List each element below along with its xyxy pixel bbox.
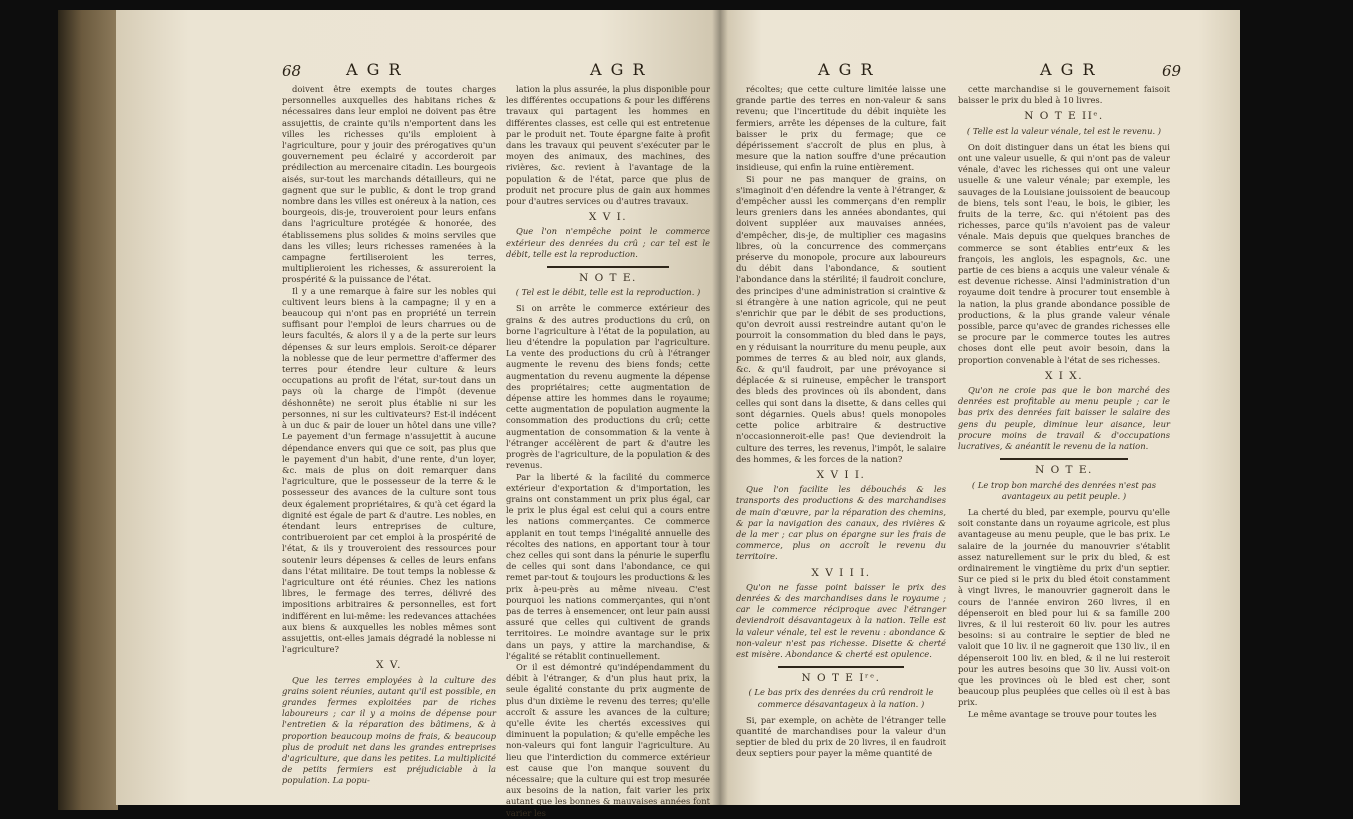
left-page-column-1 xyxy=(282,84,496,786)
paragraph: Si, par exemple, on achète de l'étranger telle quantité de marchandises pour la valeur d'un septier de bled du prix de 20 livres, il en faudroit deux septiers pour payer la même quantité de xyxy=(736,714,946,759)
left-page-number: 68 xyxy=(282,62,302,80)
right-page-column-1 xyxy=(736,84,946,759)
paragraph: Si on arrête le commerce extérieur des grains & des autres productions du crû, on borne l'agriculture à l'état de la population, au lieu d'étendre la population par l'agriculture. La vente des productions du crû à l'étranger augmente le revenu des biens fonds; cette augmentation du revenu augmente la dépense des propriétaires; cette augmentation de dépense attire les hommes dans le royaume; cette augmentation de population augmente la consommation des productions du crû; cette augmentation de consommation & la vente à l'étranger accélèrent de part & d'autre les progrès de l'agriculture, de la population & des revenus. xyxy=(506,303,710,471)
left-running-head-right: A G R xyxy=(590,60,647,79)
paragraph: cette marchandise si le gouvernement faisoit baisser le prix du bled à 10 livres. xyxy=(958,84,1170,106)
maxim-text: Que les terres employées à la culture des grains soient réunies, autant qu'il est possible, en grandes fermes exploitées par de riches laboureurs ; car il y a moins de dépense pour l'entretien & la réparation des bâtimens, & à proportion beaucoup moins de frais, & beaucoup plus de produit net dans les grandes entreprises d'agriculture, que dans les petites. La multiplicité de petits fermiers est préjudiciable à la population. La popu- xyxy=(282,674,496,786)
maxim-text: Que l'on n'empêche point le commerce extérieur des denrées du crû ; car tel est le débit, telle est la reproduction. xyxy=(506,226,710,259)
paragraph: Or il est démontré qu'indépendamment du débit à l'étranger, & d'un plus haut prix, la seule égalité constante du prix augmente de plus d'un dixième le revenu des terres; qu'elle accroît & assure les avances de la culture; qu'elle évite les chertés excessives qui diminuent la population; & qu'elle empêche les non-valeurs qui font languir l'agriculture. Au lieu que l'interdiction du commerce extérieur est cause que l'on manque souvent du nécessaire; que la culture qui est trop mesurée aux besoins de la nation, fait varier les prix autant que les bonnes & mauvaises années font varier les xyxy=(506,661,710,818)
right-running-head-right: A G R xyxy=(1040,60,1097,79)
section-title: N O T E IIᵉ. xyxy=(1024,110,1104,123)
left-page-column-2 xyxy=(506,84,710,818)
maxim-text: Qu'on ne fasse point baisser le prix des denrées & des marchandises dans le royaume ; car le commerce réciproque avec l'étranger deviendroit désavantageux à la nation. Telle est la valeur vénale, tel est le revenu : abondance & non-valeur n'est pas richesse. Disette & cherté est misère. Abondance & cherté est opulence. xyxy=(736,581,946,659)
section-title: N O T E Iʳᵉ. xyxy=(801,672,881,685)
section-title: X V I I I. xyxy=(811,566,871,579)
paragraph: Le même avantage se trouve pour toutes les xyxy=(968,708,1157,719)
paragraph: Par la liberté & la facilité du commerce extérieur d'exportation & d'importation, les grains ont constamment un prix plus égal, car le prix le plus égal est celui qui a cours entre les nations commerçantes. Ce commerce applanit en tout temps l'inégalité annuelle des récoltes des nations, en apportant tour à tour chez celles qui sont dans la pénurie le superflu de celles qui sont dans l'abondance, ce qui remet par-tout & toujours les productions & les prix à-peu-près au même niveau. C'est pourquoi les nations commerçantes, qui n'ont pas de terres à ensemencer, ont leur pain aussi assuré que celles qui cultivent de grands territoires. Le moindre avantage sur le prix dans un pays, y attire la marchandise, & l'égalité se rétablit continuellement. xyxy=(506,471,710,661)
book-edge xyxy=(58,10,118,810)
maxim-text: Que l'on facilite les débouchés & les transports des productions & des marchandises de main d'œuvre, par la réparation des chemins, & par la navigation des canaux, des rivières & de la mer ; car plus on épargne sur les frais de commerce, plus on accroît le revenu du territoire. xyxy=(736,484,946,562)
section-rule xyxy=(778,666,904,668)
right-running-head-left: A G R xyxy=(818,60,875,79)
paragraph: récoltes; que cette culture limitée laisse une grande partie des terres en non-valeur & sans revenu; que l'incertitude du débit inquiète les fermiers, arrête les dépenses de la culture, fait baisser le prix du fermage; que ce dépérissement s'accroît de plus en plus, à mesure que la nation souffre d'une précaution insidieuse, qui enfin la ruine entièrement. xyxy=(736,84,946,173)
note-caption: ( Le trop bon marché des denrées n'est pas avantageux au petit peuple. ) xyxy=(971,479,1157,501)
section-title: X V I I. xyxy=(816,468,866,481)
section-title: N O T E. xyxy=(1035,464,1093,477)
note-caption: ( Telle est la valeur vénale, tel est le revenu. ) xyxy=(966,125,1162,136)
section-rule xyxy=(1000,458,1127,460)
paragraph: doivent être exempts de toutes charges personnelles auxquelles des habitans riches & nécessaires dans leur emploi ne doivent pas être assujettis, de crainte qu'ils n'emportent dans les villes les richesses qu'ils emploient à l'agriculture, pour y jouir des prérogatives qu'un gouvernement peu éclairé y accorderoit par prédilection au mercenaire citadin. Les bourgeois aisés, sur-tout les marchands détailleurs, qui ne gagnent que sur le public, & dont le trop grand nombre dans les villes est onéreux à la nation, ces bourgeois, dis-je, trouveroient pour leurs enfans dans l'agriculture protégée & honorée, des établissemens plus solides & moins serviles que dans les villes; leurs richesses ramenées à la campagne fertiliseroient les terres, multiplieroient les richesses, & assureroient la prospérité & la puissance de l'état. xyxy=(282,84,496,285)
note-caption: ( Tel est le débit, telle est la reproduction. ) xyxy=(515,287,701,298)
left-running-head-left: A G R xyxy=(346,60,403,79)
paragraph: On doit distinguer dans un état les biens qui ont une valeur usuelle, & qui n'ont pas de valeur vénale, d'avec les richesses qui ont une valeur usuelle & une valeur vénale; par exemple, les sauvages de la Louisiane jouissoient de beaucoup de biens, tels sont l'eau, le bois, le gibier, les fruits de la terre, &c. qui n'étoient pas des richesses, parce qu'ils n'avoient pas de valeur vénale. Mais depuis que quelques branches de commerce se sont établies entr'eux & les françois, les anglois, les espagnols, &c. une partie de ces biens a acquis une valeur vénale & est devenue richesse. Ainsi l'administration d'un royaume doit tendre à procurer tout ensemble à la nation, la plus grande abondance possible de productions, & la plus grande valeur vénale possible, parce qu'avec de grandes richesses elle se procure par le commerce toutes les autres choses dont elle peut avoir besoin, dans la proportion convenable à l'état de ses richesses. xyxy=(958,141,1170,365)
right-page-number: 69 xyxy=(1162,62,1182,80)
right-page-column-2 xyxy=(958,84,1170,719)
maxim-text: Qu'on ne croie pas que le bon marché des denrées est profitable au menu peuple ; car le bas prix des denrées fait baisser le salaire des gens du peuple, diminue leur aisance, leur procure moins de travail & d'occupations lucratives, & anéantit le revenu de la nation. xyxy=(958,385,1170,452)
section-title: X V. xyxy=(376,659,402,672)
paragraph: Il y a une remarque à faire sur les nobles qui cultivent leurs biens à la campagne; il y en a beaucoup qui n'ont pas en propriété un terrein suffisant pour l'emploi de leurs charrues ou de leurs facultés, & alors il y a de la perte sur leurs dépenses & sur leurs emplois. Seroit-ce déparer la noblesse que de leur permettre d'affermer des terres pour étendre leur culture & leurs occupations au profit de l'état, sur-tout dans un pays où la charge de l'impôt (devenue déshonnête) ne seroit plus établie ni sur les personnes, ni sur les cultivateurs? Est-il indécent à un duc & pair de louer un hôtel dans une ville? Le payement d'un fermage n'assujettit à aucune dépendance envers qui que ce soit, pas plus que le payement d'un habit, d'une rente, d'un loyer, &c. mais de plus on doit remarquer dans l'agriculture, que le possesseur de la terre & le possesseur des avances de la culture sont tous deux également propriétaires, & qu'à cet égard la dignité est égale de part & d'autre. Les nobles, en étendant leurs entreprises de culture, contribueroient par cet emploi à la prospérité de l'état, & ils y trouveroient des ressources pour soutenir leurs dépenses & celles de leurs enfans dans l'état militaire. De tout temps la noblesse & l'agriculture ont été réunies. Chez les nations libres, le fermage des terres, délivré des impositions arbitraires & personnelles, est fort indifférent en lui-même: les redevances attachées aux biens & auxquelles les nobles mêmes sont assujettis, ont-elles jamais dégradé la noblesse ni l'agriculture? xyxy=(282,285,496,655)
paragraph: Si pour ne pas manquer de grains, on s'imaginoit d'en défendre la vente à l'étranger, & d'empêcher aussi les commerçans d'en remplir leurs greniers dans les années abondantes, qui doivent suppléer aux mauvaises années, d'empêcher, dis-je, de multiplier ces magasins libres, où la concurrence des commerçans préserve du monopole, procure aux laboureurs du débit dans l'abondance, & soutient l'abondance dans la stérilité; il faudroit conclure, des principes d'une administration si craintive & si étrangère à une nation agricole, qui ne peut s'enrichir que par le débit de ses productions, qu'on devroit aussi restreindre autant qu'on le pourroit la consommation du bled dans le pays, en y réduisant la nourriture du menu peuple, aux pommes de terres & au bled noir, aux glands, &c. & qu'il faudroit, par une prévoyance si déplacée & si ruineuse, empêcher le transport des bleds des provinces où ils abondent, dans celles qui sont dans la disette, & dans celles qui sont dégarnies. Quels abus! quels monopoles cette police arbitraire & destructive n'occasionneroit-elle pas! Que deviendroit la culture des terres, les revenus, l'impôt, le salaire des hommes, & les forces de la nation? xyxy=(736,173,946,464)
book-gutter xyxy=(712,10,728,805)
section-title: X V I. xyxy=(588,211,628,224)
paragraph: La cherté du bled, par exemple, pourvu qu'elle soit constante dans un royaume agricole, est plus avantageuse au menu peuple, que le bas prix. Le salaire de la journée du manouvrier s'établit assez naturellement sur le prix du bled, & est ordinairement le vingtième du prix d'un septier. Sur ce pied si le prix du bled étoit constamment à vingt livres, le manouvrier gagneroit dans le cours de l'année environ 260 livres, il en dépenseroit en bled pour lui & sa famille 200 livres, & il lui resteroit 60 liv. pour les autres besoins: si au contraire le septier de bled ne valoit que 10 liv. il ne gagneroit que 130 liv., il en dépenseroit 100 liv. en bled, & il ne lui resteroit pour les autres besoins que 30 liv. Aussi voit-on que les provinces où le bled est cher, sont beaucoup plus peuplées que celles où il est à bas prix. xyxy=(958,506,1170,708)
section-title: X I X. xyxy=(1044,369,1084,382)
paragraph: lation la plus assurée, la plus disponible pour les différentes occupations & pour les différens travaux qui partagent les hommes en différentes classes, est celle qui est entretenue par le produit net. Toute épargne faite à profit dans les travaux qui peuvent s'exécuter par le moyen des animaux, des machines, des rivières, &c. revient à l'avantage de la population & de l'état, parce que plus de produit net procure plus de gain aux hommes pour d'autres services ou d'autres travaux. xyxy=(506,84,710,207)
section-title: N O T E. xyxy=(579,272,637,285)
section-rule xyxy=(547,266,669,268)
note-caption: ( Le bas prix des denrées du crû rendroit le commerce désavantageux à la nation. ) xyxy=(748,687,934,709)
